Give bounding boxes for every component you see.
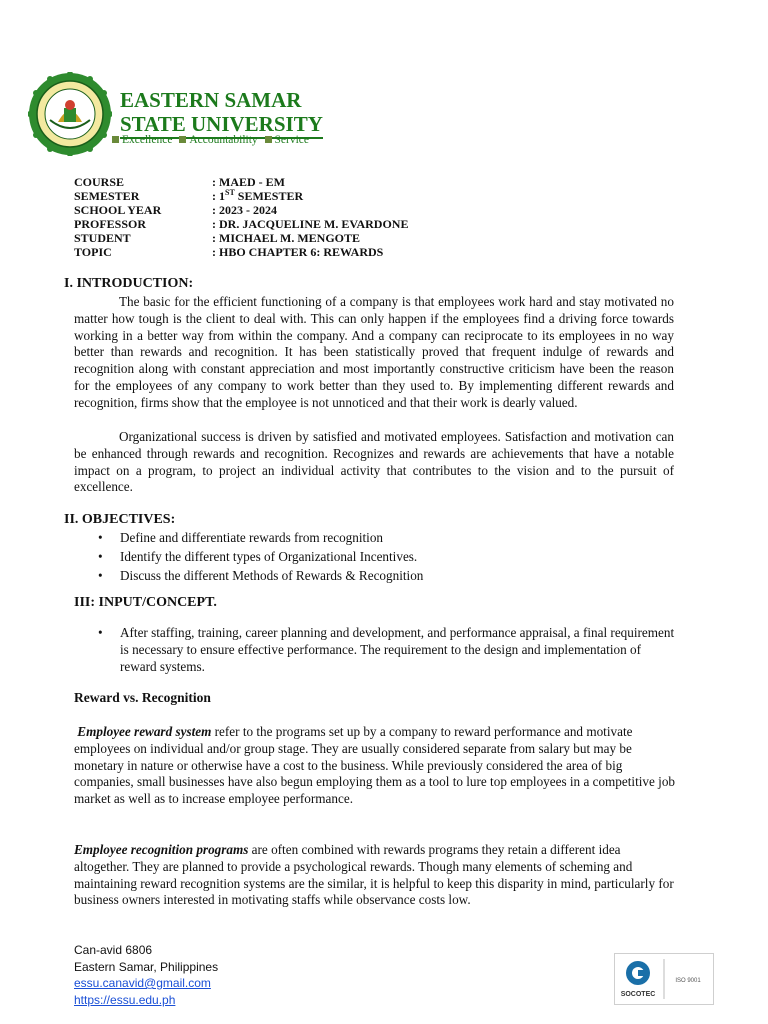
info-value: : MICHAEL M. MENGOTE bbox=[212, 231, 361, 245]
university-name-line2: STATE UNIVERSITY bbox=[120, 112, 323, 139]
objectives-list bbox=[120, 529, 680, 585]
info-label: SEMESTER bbox=[74, 189, 140, 203]
course-info bbox=[74, 175, 408, 259]
info-row-semester bbox=[74, 189, 408, 203]
term-employee-reward-system: Employee reward system bbox=[77, 724, 212, 739]
info-row-school-year bbox=[74, 203, 408, 217]
university-name bbox=[120, 88, 323, 139]
university-seal-logo bbox=[28, 72, 112, 156]
footer-address-line2: Eastern Samar, Philippines bbox=[74, 959, 219, 974]
university-motto bbox=[108, 134, 309, 146]
info-label: SCHOOL YEAR bbox=[74, 203, 162, 217]
list-item: • Define and differentiate rewards from recognition bbox=[120, 529, 680, 548]
introduction-paragraph-2: Organizational success is driven by satisfied and motivated employees. Satisfaction and motivation can be enhanced through rewards and recognition. Recognizes and rewards are achievements that have a notable impact on a program, to project an individual activity that contributes to the vision and to the pursuit of excellence. bbox=[74, 429, 674, 495]
info-value: : HBO CHAPTER 6: REWARDS bbox=[212, 245, 384, 259]
footer-email-link[interactable]: essu.canavid@gmail.com bbox=[74, 976, 211, 990]
motto-accountability: Accountability bbox=[189, 134, 258, 146]
footer-contact bbox=[74, 942, 218, 1008]
socotec-iso-certification-logo bbox=[614, 953, 714, 1005]
info-row-topic bbox=[74, 245, 408, 259]
input-concept-heading: III: INPUT/CONCEPT. bbox=[74, 595, 217, 610]
employee-recognition-paragraph: Employee recognition programs are often combined with rewards programs they retain a different idea altogether. They are planned to provide a psychological rewards. Though many elements of scheming and maintaining reward recognition systems are the similar, it is helpful to keep this disparity in mind, particularly for business owners interested in motivating staffs while observance costs low. bbox=[74, 842, 674, 908]
motto-service: Service bbox=[274, 134, 310, 146]
iso-9001-text: ISO 9001 bbox=[675, 978, 701, 984]
info-value: : 1ST SEMESTER bbox=[212, 188, 304, 203]
footer-address-line1: Can-avid 6806 bbox=[74, 943, 153, 957]
objectives-heading: II. OBJECTIVES: bbox=[64, 512, 176, 527]
info-value: : 2023 - 2024 bbox=[212, 203, 277, 217]
info-label: STUDENT bbox=[74, 231, 131, 245]
list-item: • Identify the different types of Organizational Incentives. bbox=[120, 548, 680, 567]
info-label: PROFESSOR bbox=[74, 217, 147, 231]
motto-square-icon bbox=[112, 136, 119, 143]
info-label: TOPIC bbox=[74, 245, 112, 259]
list-item: • After staffing, training, career planning and development, and performance appraisal, a final requirement is necessary to ensure effective performance. The requirement to the design and implementation of reward systems. bbox=[120, 625, 680, 675]
introduction-paragraph-1: The basic for the efficient functioning of a company is that employees work hard and stay motivated no matter how tough is the client to deal with. This can only happen if the employees find a driving force towards working in a better way from within the company. And a company can reciprocate to its employees in no way better than rewards and recognition. It has been statistically proved that frequent indulge of rewards and recognition along with constant appreciation and most importantly constructive criticism have been the reason for the employees of any company to work better than they used to. By implementing different rewards and recognition, firms show that the employee is not unnoticed and that their work is dearly valued. bbox=[74, 294, 674, 410]
reward-vs-recognition-heading: Reward vs. Recognition bbox=[74, 690, 211, 705]
info-row-professor bbox=[74, 217, 408, 231]
list-item: • Discuss the different Methods of Rewards & Recognition bbox=[120, 567, 680, 586]
info-value: : MAED - EM bbox=[212, 175, 285, 189]
info-label: COURSE bbox=[74, 175, 125, 189]
employee-reward-paragraph: Employee reward system refer to the programs set up by a company to reward performance and motivate employees on individual and/or group stage. They are usually considered separate from salary but may be monetary in nature or otherwise have a cost to the business. While previously considered the area of big companies, small businesses have also begun employing them as a tool to lure top employees in a competitive job market as well as to increase employee performance. bbox=[74, 724, 676, 807]
motto-square-icon bbox=[265, 136, 272, 143]
socotec-brand-text: SOCOTEC bbox=[620, 991, 656, 998]
motto-square-icon bbox=[179, 136, 186, 143]
info-row-student bbox=[74, 231, 408, 245]
footer-website-link[interactable]: https://essu.edu.ph bbox=[74, 992, 176, 1007]
info-row-course bbox=[74, 175, 408, 189]
motto-excellence: Excellence bbox=[122, 134, 173, 146]
info-value: : DR. JACQUELINE M. EVARDONE bbox=[212, 217, 409, 231]
term-employee-recognition-programs: Employee recognition programs bbox=[74, 842, 249, 857]
university-name-line1: EASTERN SAMAR bbox=[120, 88, 302, 112]
input-concept-list bbox=[120, 625, 680, 675]
introduction-heading: I. INTRODUCTION: bbox=[64, 276, 194, 291]
